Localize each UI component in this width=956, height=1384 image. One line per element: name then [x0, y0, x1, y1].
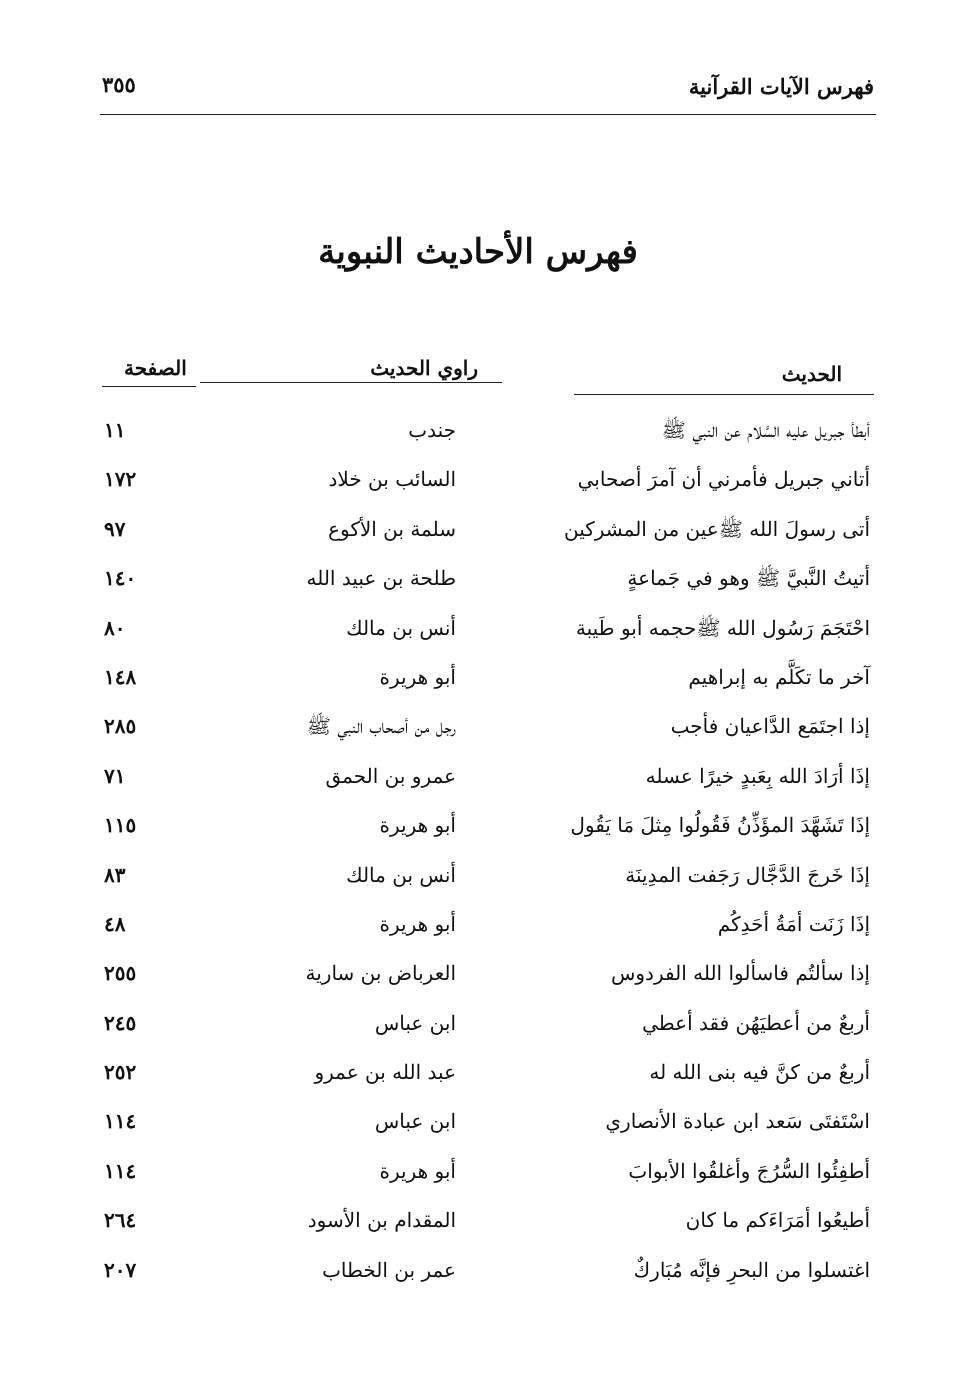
page-reference: ١١٥: [104, 813, 137, 838]
hadith-text: أربعٌ من أعطيَهُن فقد أعطي: [642, 1010, 870, 1035]
page-reference: ٧١: [104, 763, 126, 788]
page-reference: ٢٨٥: [104, 714, 137, 739]
table-row: [100, 900, 876, 949]
running-header-title: فهرس الآيات القرآنية: [688, 74, 874, 99]
table-row: [100, 604, 876, 653]
column-header-page: الصفحة: [124, 356, 187, 380]
column-headers: [100, 352, 876, 402]
page-reference: ٢٥٢: [104, 1060, 137, 1085]
hadith-text: اغتسلوا من البحرِ فإنَّه مُبَاركٌ: [633, 1257, 870, 1282]
index-title: فهرس الأحاديث النبوية: [318, 232, 638, 272]
narrator-name: ابن عباس: [374, 1010, 456, 1035]
narrator-name: ابن عباس: [374, 1109, 456, 1134]
page-reference: ٨٣: [104, 862, 126, 887]
narrator-name: سلمة بن الأكوع: [328, 516, 456, 541]
narrator-name: رجل من أصحاب النبي ﷺ: [306, 714, 456, 739]
narrator-name: عمر بن الخطاب: [322, 1257, 456, 1282]
table-row: [100, 1097, 876, 1146]
hadith-text: إذَا أرَادَ الله بِعَبدٍ خيرًا عسله: [645, 763, 870, 788]
hadith-text: إذَا زَنَت أمَةُ أحَدِكُم: [717, 911, 870, 936]
narrator-name: أنس بن مالك: [346, 862, 456, 887]
column-header-narrator: راوي الحديث: [370, 356, 478, 380]
narrator-name: أنس بن مالك: [346, 615, 456, 640]
table-row: [100, 1048, 876, 1097]
table-row: [100, 554, 876, 603]
narrator-name: المقدام بن الأسود: [307, 1208, 456, 1233]
hadith-text: أتى رسولَ الله ﷺعين من المشركين: [563, 516, 870, 541]
page-reference: ٢٠٧: [104, 1257, 137, 1282]
hadith-text: إذا اجتَمَع الدَّاعيان فأجب: [670, 714, 870, 739]
hadith-text: أطيعُوا أمَرَاءَكم ما كان: [685, 1208, 870, 1233]
narrator-name: أبو هريرة: [379, 813, 456, 838]
hadith-text: آخر ما تكَلَّم به إبراهيم: [688, 664, 870, 689]
page-reference: ١١٤: [104, 1158, 137, 1183]
table-row: [100, 1196, 876, 1245]
running-header: [100, 68, 876, 115]
table-row: [100, 851, 876, 900]
hadith-text: أبطأ جبريل عليه السَّلام عن النبي ﷺ: [661, 418, 870, 442]
page-reference: ٤٨: [104, 911, 126, 936]
hadith-text: أتاني جبريل فأمرني أن آمرَ أصحابي: [577, 467, 870, 492]
hadith-index-table: [100, 406, 876, 1295]
hadith-text: إذا سألتُم فاسألوا الله الفردوس: [610, 961, 870, 986]
narrator-name: جندب: [408, 418, 456, 442]
page-reference: ١٤٨: [104, 664, 137, 689]
narrator-name: عبد الله بن عمرو: [314, 1060, 456, 1085]
hadith-column-rule: [574, 394, 874, 395]
table-row: [100, 1147, 876, 1196]
page-number: ٣٥٥: [102, 72, 136, 97]
hadith-text: أطفِئُوا السُّرُجَ وأغلقُوا الأبوابَ: [628, 1158, 870, 1183]
page-reference: ٢٦٤: [104, 1208, 137, 1233]
narrator-name: السائب بن خلاد: [328, 467, 456, 492]
hadith-text: أتيتُ النَّبيَّ ﷺ وهو في جَماعةٍ: [627, 566, 870, 591]
table-row: [100, 505, 876, 554]
narrator-name: طلحة بن عبيد الله: [306, 566, 456, 591]
narrator-name: عمرو بن الحمق: [325, 763, 456, 788]
page-reference: ١١: [104, 418, 126, 442]
narrator-name: أبو هريرة: [379, 911, 456, 936]
narrator-name: أبو هريرة: [379, 664, 456, 689]
page-reference: ١١٤: [104, 1109, 137, 1134]
table-row: [100, 702, 876, 751]
narrator-column-rule: [200, 382, 502, 383]
table-row: [100, 406, 876, 455]
table-row: [100, 1246, 876, 1295]
narrator-name: أبو هريرة: [379, 1158, 456, 1183]
table-row: [100, 999, 876, 1048]
page-reference: ١٧٢: [104, 467, 137, 492]
table-row: [100, 949, 876, 998]
page-reference: ٢٤٥: [104, 1010, 137, 1035]
hadith-text: إذَا خَرجَ الدَّجَّال رَجَفت المدِينَة: [625, 862, 870, 887]
column-header-hadith: الحديث: [781, 362, 842, 386]
page-column-rule: [102, 386, 196, 387]
table-row: [100, 653, 876, 702]
page-reference: ٨٠: [104, 615, 126, 640]
narrator-name: العرباض بن سارية: [305, 961, 456, 986]
page-reference: ٢٥٥: [104, 961, 137, 986]
table-row: [100, 455, 876, 504]
hadith-text: احْتَجَمَ رَسُول الله ﷺحجمه أبو طَيبة: [575, 615, 870, 640]
hadith-text: أربعٌ من كنَّ فيه بنى الله له: [649, 1060, 870, 1085]
table-row: [100, 752, 876, 801]
page-reference: ٩٧: [104, 516, 126, 541]
table-row: [100, 801, 876, 850]
hadith-text: اسْتَفتَى سَعد ابن عبادة الأنصاري: [605, 1109, 870, 1134]
page-reference: ١٤٠: [104, 566, 137, 591]
hadith-text: إذَا تَشَهَّدَ المؤَذِّنُ فَقُولُوا مِثلَ مَا يَقُول: [570, 813, 870, 838]
